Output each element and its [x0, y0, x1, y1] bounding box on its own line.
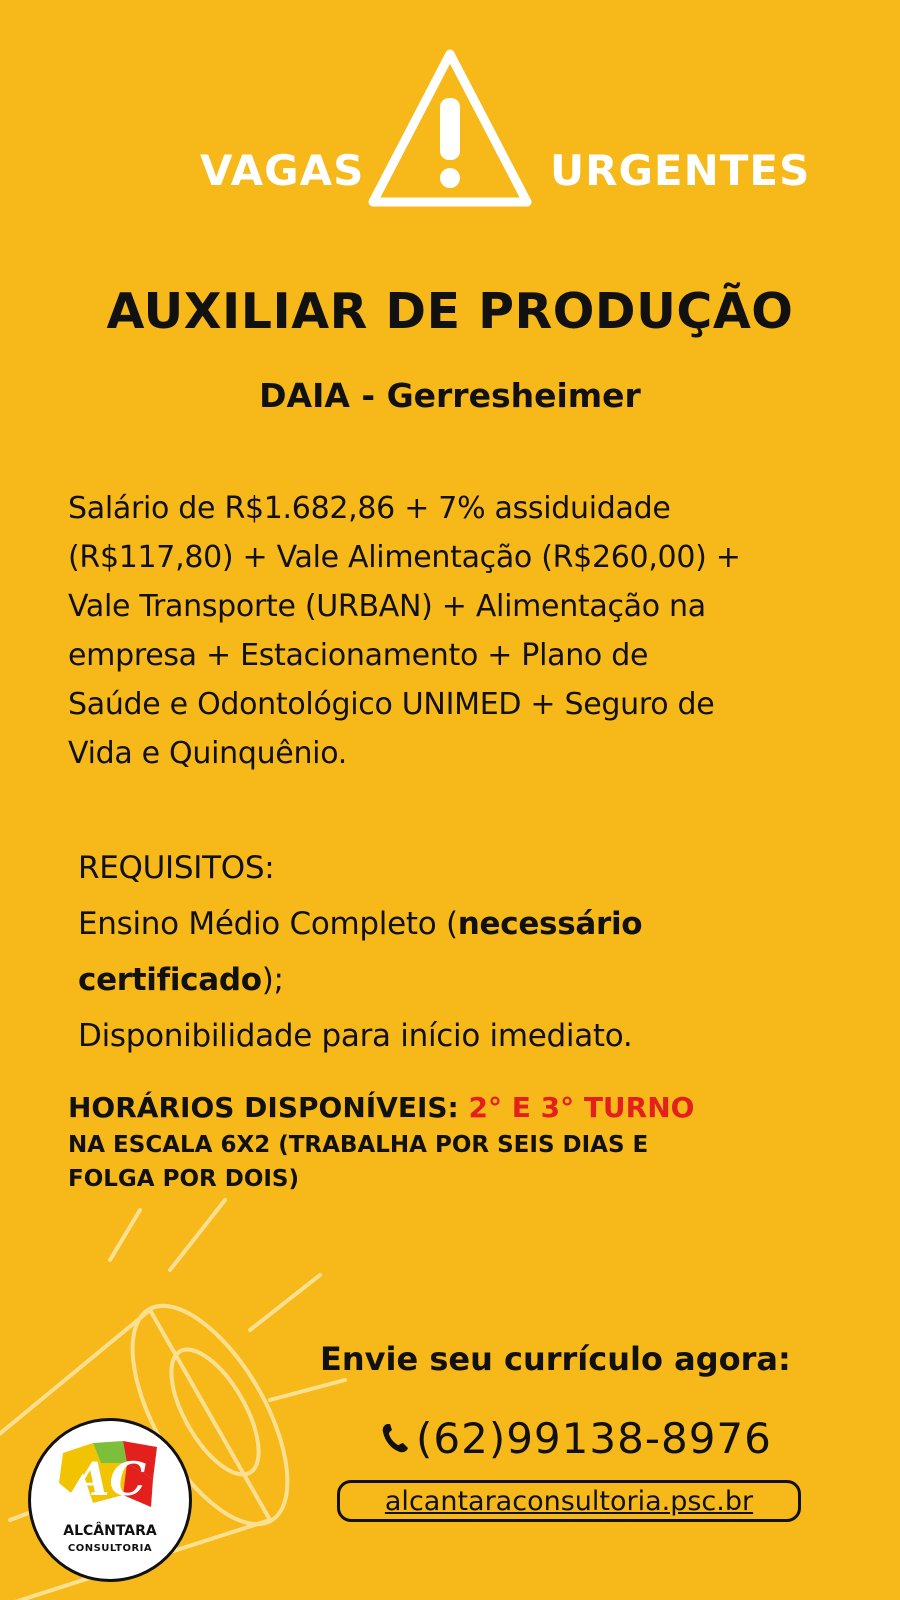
logo-monogram-icon — [53, 1433, 167, 1521]
header-urgentes: URGENTES — [550, 146, 811, 195]
job-title: AUXILIAR DE PRODUÇÃO — [106, 283, 794, 340]
logo-subtitle: CONSULTORIA — [67, 1543, 153, 1554]
requirement-availability: Disponibilidade para início imediato. — [78, 1018, 633, 1054]
benefits-text — [68, 484, 868, 778]
benefits-line: Salário de R$1.682,86 + 7% assiduidade — [68, 491, 671, 526]
schedule-detail-2: FOLGA POR DOIS) — [68, 1166, 300, 1192]
requirements-heading: REQUISITOS: — [78, 850, 275, 886]
schedule-section — [68, 1090, 848, 1196]
phone-number[interactable]: (62)99138-8976 — [416, 1413, 772, 1463]
cta-heading: Envie seu currículo agora: — [320, 1340, 791, 1378]
website-link[interactable]: alcantaraconsultoria.psc.br — [384, 1485, 754, 1517]
benefits-line: Saúde e Odontológico UNIMED + Seguro de — [68, 687, 715, 722]
requirement-education-bold-b: certificado — [78, 962, 262, 998]
requirement-education-suffix: ); — [261, 962, 284, 998]
benefits-line: Vida e Quinquênio. — [68, 736, 347, 771]
header-vagas: VAGAS — [200, 146, 365, 195]
requirement-education-cont — [78, 952, 858, 1008]
schedule-label: HORÁRIOS DISPONÍVEIS: — [68, 1091, 469, 1124]
logo-monogram: AC — [73, 1452, 147, 1506]
phone-row[interactable] — [380, 1410, 772, 1466]
requirement-education-bold-a: necessário — [457, 906, 643, 942]
schedule-shifts: 2° E 3° TURNO — [468, 1091, 695, 1124]
requirement-education — [78, 896, 858, 952]
website-box[interactable] — [337, 1480, 801, 1522]
benefits-line: empresa + Estacionamento + Plano de — [68, 638, 649, 673]
benefits-line: Vale Transporte (URBAN) + Alimentação na — [68, 589, 706, 624]
company-name: DAIA - Gerresheimer — [259, 376, 641, 415]
company-logo — [28, 1418, 192, 1582]
phone-icon — [380, 1421, 410, 1455]
requirement-education-prefix: Ensino Médio Completo ( — [78, 906, 458, 942]
logo-name: ALCÂNTARA — [63, 1523, 157, 1539]
warning-triangle-icon — [365, 46, 535, 212]
schedule-heading — [68, 1090, 848, 1126]
benefits-line: (R$117,80) + Vale Alimentação (R$260,00) + — [68, 540, 741, 575]
requirements-section — [78, 840, 858, 1064]
schedule-detail-1: NA ESCALA 6X2 (TRABALHA POR SEIS DIAS E — [68, 1132, 649, 1158]
